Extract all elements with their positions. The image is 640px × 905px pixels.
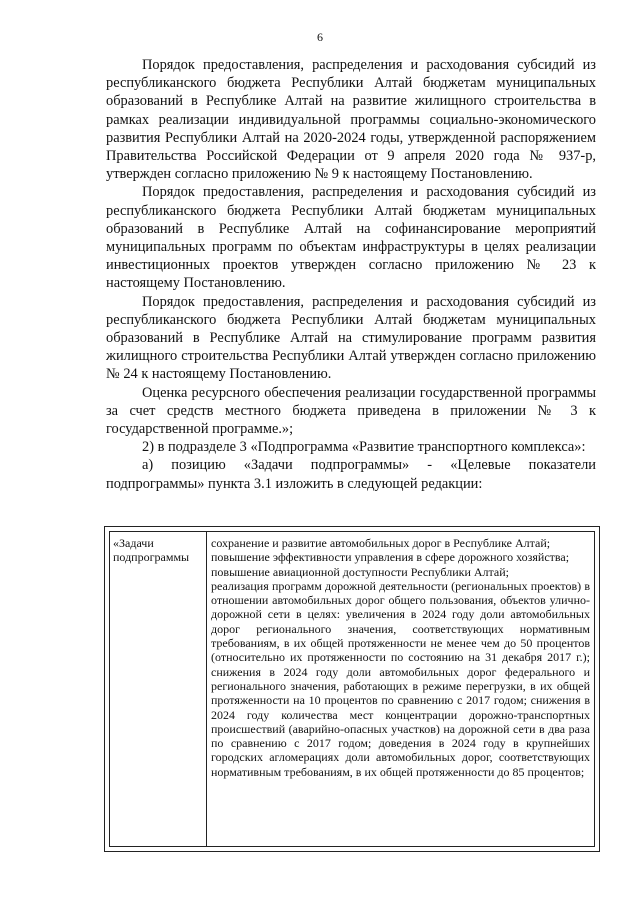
table-row (109, 531, 595, 847)
paragraph: Порядок предоставления, распределения и расходования субсидий из республиканского бюджета Республики Алтай бюджетам муниципальных образований в Республике Алтай на стимулирование программ развития жилищного строительства Республики Алтай утвержден согласно приложению № 24 к настоящему Постановлению. (106, 293, 596, 383)
table-item: реализация программ дорожной деятельности (региональных проектов) в отношении автомобильных дорог общего пользования, объектов улично-дорожной сети в целях: увеличения в 2024 году доли автомобильных дорог регионального значения, соответствующих нормативным требованиям, в их общей протяженности не менее чем до 50 процентов (относительно их протяженности по состоянию на 31 декабря 2017 г.); снижения в 2024 году доли автомобильных дорог федерального и регионального значения, работающих в режиме перегрузки, в их общей протяженности на 10 процентов по сравнению с 2017 годом; снижения в 2024 году количества мест концентрации дорожно-транспортных происшествий (аварийно-опасных участков) на дорожной сети в два раза по сравнению с 2017 годом; доведения в 2024 году в крупнейших городских агломерациях доли автомобильных дорог, соответствующих нормативным требованиям, в их общей протяженности до 85 процентов; (211, 578, 590, 779)
table-item: повышение авиационной доступности Республики Алтай; (211, 564, 510, 579)
page-number: 6 (317, 30, 323, 44)
table-label-cell: «Задачи подпрограммы (110, 532, 207, 846)
subprogram-table (104, 526, 600, 852)
document-body (106, 56, 596, 493)
paragraph: Порядок предоставления, распределения и расходования субсидий из республиканского бюджета Республики Алтай бюджетам муниципальных образований в Республике Алтай на софинансирование мероприятий муниципальных программ по объектам инфраструктуры в целях реализации инвестиционных проектов утвержден согласно приложению № 23 к настоящему Постановлению. (106, 184, 596, 292)
paragraph: Оценка ресурсного обеспечения реализации государственной программы за счет средств местного бюджета приведена в приложении № 3 к государственной программе.»; (106, 384, 596, 438)
paragraph: а) позицию «Задачи подпрограммы» - «Целевые показатели подпрограммы» пункта 3.1 изложить в следующей редакции: (106, 457, 596, 492)
table-item: повышение эффективности управления в сфере дорожного хозяйства; (211, 550, 570, 565)
table-content-cell (207, 532, 594, 846)
paragraph: 2) в подразделе 3 «Подпрограмма «Развитие транспортного комплекса»: (142, 439, 586, 456)
paragraph: Порядок предоставления, распределения и расходования субсидий из республиканского бюджета Республики Алтай бюджетам муниципальных образований в Республике Алтай на развитие жилищного строительства в рамках реализации индивидуальной программы социально-экономического развития Республики Алтай на 2020-2024 годы, утвержденной распоряжением Правительства Российской Федерации от 9 апреля 2020 года № 937-р, утвержден согласно приложению № 9 к настоящему Постановлению. (106, 57, 596, 183)
table-item: сохранение и развитие автомобильных дорог в Республике Алтай; (211, 536, 551, 550)
